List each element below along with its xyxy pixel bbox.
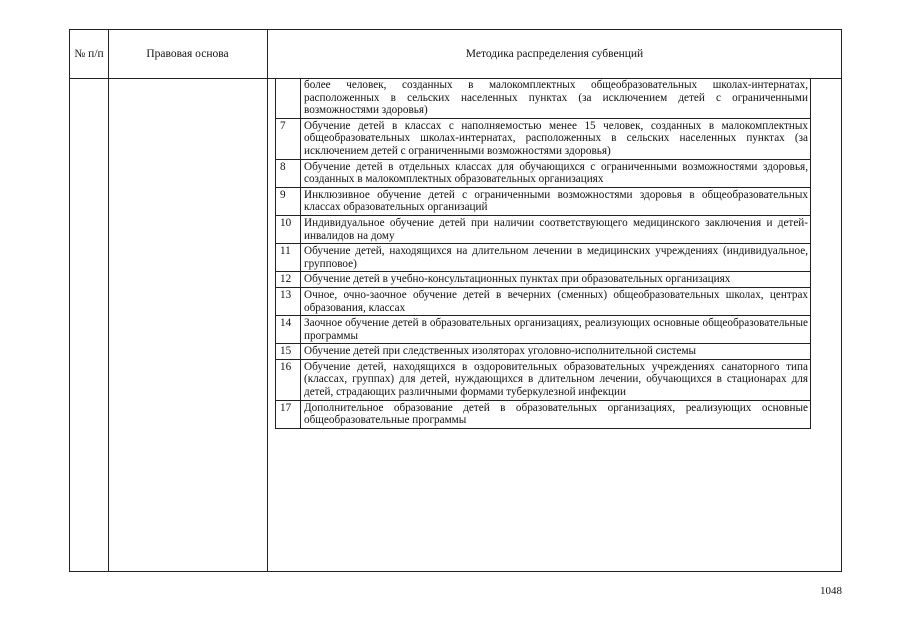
table-row	[276, 118, 811, 159]
row-text: Обучение детей в отдельных классах для обучающихся с ограниченными возможностями здоровья, созданных в малокомплектных образовательных организациях	[301, 159, 811, 187]
table-row	[276, 78, 811, 118]
row-text: Обучение детей, находящихся в оздоровительных образовательных учреждениях санаторного типа (классах, группах) для детей, нуждающихся в длительном лечении, обучающихся в стационарах для детей, страдающих различными формами туберкулезной инфекции	[301, 359, 811, 400]
row-number: 13	[276, 287, 301, 315]
row-text: Обучение детей в классах с наполняемостью менее 15 человек, созданных в малокомплектных общеобразовательных школах-интернатах, расположенных в сельских населенных пунктах (за исключением детей с ограниченными возможностями здоровья)	[301, 118, 811, 159]
header-num: № п/п	[74, 48, 104, 60]
page-number: 1048	[820, 585, 842, 597]
column-divider	[267, 30, 268, 571]
row-text: Очное, очно-заочное обучение детей в вечерних (сменных) общеобразовательных школах, центрах образования, классах	[301, 287, 811, 315]
subvention-methodology-table	[275, 78, 811, 429]
row-text: Инклюзивное обучение детей с ограниченными возможностями здоровья в общеобразовательных классах образовательных организаций	[301, 187, 811, 215]
row-number: 17	[276, 400, 301, 428]
row-text: более человек, созданных в малокомплектных общеобразовательных школах-интернатах, расположенных в сельских населенных пунктах (за исключением детей с ограниченными возможностями здоровья)	[301, 78, 811, 118]
table-row	[276, 316, 811, 344]
main-table	[69, 29, 842, 572]
table-row	[276, 359, 811, 400]
methodology-rows	[276, 78, 811, 428]
row-number: 12	[276, 272, 301, 288]
row-text: Обучение детей, находящихся на длительном лечении в медицинских учреждениях (индивидуальное, групповое)	[301, 244, 811, 272]
table-row	[276, 215, 811, 243]
table-row	[276, 159, 811, 187]
table-row	[276, 187, 811, 215]
row-number: 14	[276, 316, 301, 344]
row-number: 15	[276, 344, 301, 360]
row-number: 16	[276, 359, 301, 400]
row-text: Дополнительное образование детей в образовательных организациях, реализующих основные общеобразовательные программы	[301, 400, 811, 428]
table-row	[276, 400, 811, 428]
row-number: 8	[276, 159, 301, 187]
row-number: 10	[276, 215, 301, 243]
row-text: Индивидуальное обучение детей при наличии соответствующего медицинского заключения и детей-инвалидов на дому	[301, 215, 811, 243]
row-number: 7	[276, 118, 301, 159]
table-row	[276, 287, 811, 315]
row-number: 9	[276, 187, 301, 215]
row-text: Обучение детей при следственных изоляторах уголовно-исполнительной системы	[301, 344, 811, 360]
column-divider	[108, 30, 109, 571]
header-methodology: Методика распределения субвенций	[465, 48, 644, 60]
row-number	[276, 78, 301, 118]
row-text: Обучение детей в учебно-консультационных пунктах при образовательных организациях	[301, 272, 811, 288]
header-legal-basis: Правовая основа	[146, 48, 229, 60]
row-text: Заочное обучение детей в образовательных организациях, реализующих основные общеобразовательные программы	[301, 316, 811, 344]
table-row	[276, 344, 811, 360]
table-row	[276, 244, 811, 272]
row-number: 11	[276, 244, 301, 272]
table-row	[276, 272, 811, 288]
